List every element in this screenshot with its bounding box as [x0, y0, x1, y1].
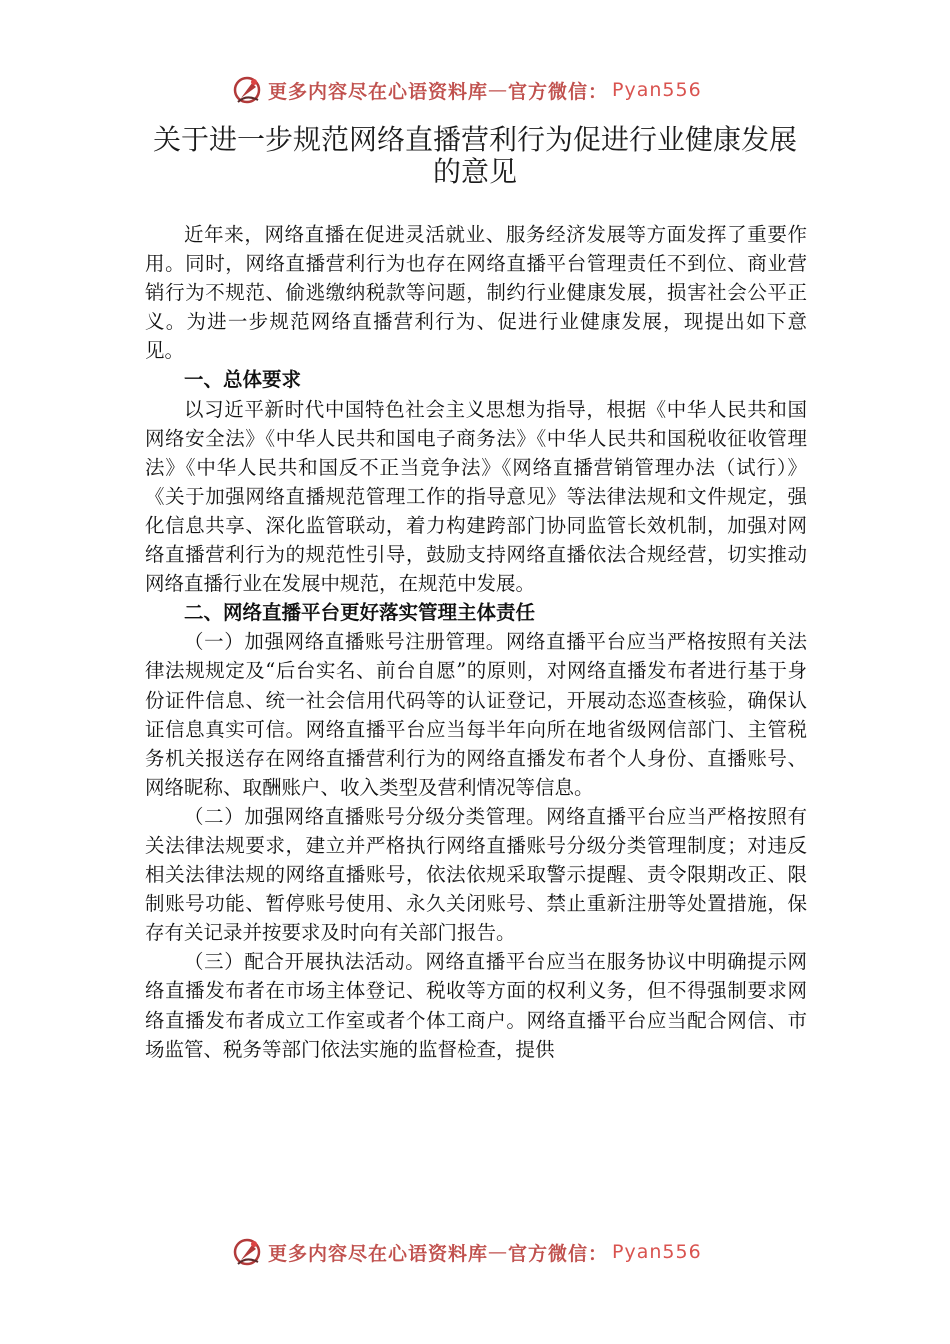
section-heading-1: 一、总体要求	[184, 368, 302, 392]
watermark-header	[232, 70, 702, 110]
watermark-dash: —	[488, 79, 509, 101]
watermark-wechat-id: Pyan556	[612, 79, 702, 101]
document-title	[0, 124, 950, 188]
watermark-dash: —	[488, 1241, 509, 1263]
section-2-paragraph-1: （一）加强网络直播账号注册管理。网络直播平台应当严格按照有关法律法规规定及“后台实名、前台自愿”的原则，对网络直播发布者进行基于身份证件信息、统一社会信用代码等的认证登记，开展动态巡查核验，确保认证信息真实可信。网络直播平台应当每半年向所在地省级网信部门、主管税务机关报送存在网络直播营利行为的网络直播发布者个人身份、直播账号、网络昵称、取酬账户、收入类型及营利情况等信息。	[145, 630, 807, 799]
section-heading-2: 二、网络直播平台更好落实管理主体责任	[184, 601, 536, 625]
section-2-paragraph-3: （三）配合开展执法活动。网络直播平台应当在服务协议中明确提示网络直播发布者在市场主体登记、税收等方面的权利义务，但不得强制要求网络直播发布者成立工作室或者个体工商户。网络直播平台应当配合网信、市场监管、税务等部门依法实施的监督检查，提供	[145, 950, 807, 1061]
watermark-wechat-label: 官方微信：	[508, 80, 609, 103]
document-body	[145, 220, 807, 1064]
watermark-site-text: 更多内容尽在心语资料库	[268, 1242, 489, 1265]
section-2-paragraph-2: （二）加强网络直播账号分级分类管理。网络直播平台应当严格按照有关法律法规要求，建立并严格执行网络直播账号分级分类管理制度；对违反相关法律法规的网络直播账号，依法依规采取警示提醒、责令限期改正、限制账号功能、暂停账号使用、永久关闭账号、禁止重新注册等处置措施，保存有关记录并按要求及时向有关部门报告。	[145, 804, 807, 945]
watermark-wechat-id: Pyan556	[612, 1241, 702, 1263]
watermark-wechat-label: 官方微信：	[508, 1242, 609, 1265]
title-line-1: 关于进一步规范网络直播营利行为促进行业健康发展	[152, 123, 797, 156]
intro-paragraph: 近年来，网络直播在促进灵活就业、服务经济发展等方面发挥了重要作用。同时，网络直播营利行为也存在网络直播平台管理责任不到位、商业营销行为不规范、偷逃缴纳税款等问题，制约行业健康发展，损害社会公平正义。为进一步规范网络直播营利行为、促进行业健康发展，现提出如下意见。	[145, 223, 807, 363]
section-1-paragraph: 以习近平新时代中国特色社会主义思想为指导，根据《中华人民共和国网络安全法》《中华人民共和国电子商务法》《中华人民共和国税收征收管理法》《中华人民共和国反不正当竞争法》《网络直播营销管理办法（试行）》《关于加强网络直播规范管理工作的指导意见》等法律法规和文件规定，强化信息共享、深化监管联动，着力构建跨部门协同监管长效机制，加强对网络直播营利行为的规范性引导，鼓励支持网络直播依法合规经营，切实推动网络直播行业在发展中规范，在规范中发展。	[145, 397, 807, 596]
watermark-site-text: 更多内容尽在心语资料库	[268, 80, 489, 103]
title-line-2: 的意见	[432, 155, 517, 188]
watermark-footer	[232, 1232, 702, 1272]
logo-icon	[232, 1236, 264, 1268]
logo-icon	[232, 74, 264, 106]
